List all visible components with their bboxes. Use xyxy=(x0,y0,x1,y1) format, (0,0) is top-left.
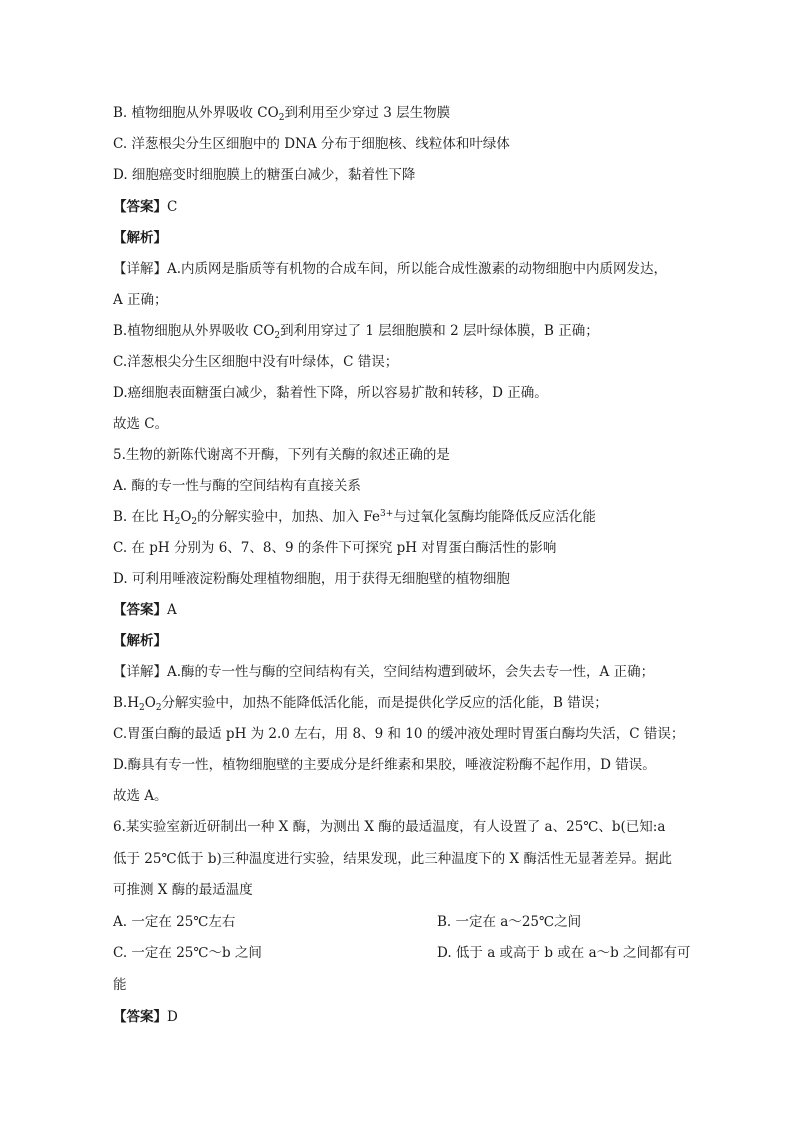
q5-detail-c: C.胃蛋白酶的最适 pH 为 2.0 左右，用 8、9 和 10 的缓冲液处理时胃蛋白酶均失活，C 错误； xyxy=(113,726,685,742)
q5-detail-a: 【详解】A.酶的专一性与酶的空间结构有关，空间结构遭到破坏，会失去专一性，A 正确； xyxy=(113,664,655,680)
q6-option-d-cont: 能 xyxy=(113,977,127,993)
q4-detail-d: D.癌细胞表面糖蛋白减少，黏着性下降，所以容易扩散和转移，D 正确。 xyxy=(113,385,548,401)
q5-stem: 5.生物的新陈代谢离不开酶，下列有关酶的叙述正确的是 xyxy=(113,447,450,463)
q6-option-a: A. 一定在 25℃左右 xyxy=(113,914,236,930)
q5-detail-b: $B.H_2O_2$分解实验中，加热不能降低活化能，而是提供化学反应的活化能，B 错误； xyxy=(113,695,608,713)
q6-stem-line3: 可推测 X 酶的最适温度 xyxy=(113,882,253,898)
q6-stem-line1: 6.某实验室新近研制出一种 X 酶，为测出 X 酶的最适温度，有人设置了 a、25℃、b(已知:a xyxy=(113,819,666,835)
q6-stem-line2: 低于 25℃低于 b)三种温度进行实验，结果发现，此三种温度下的 X 酶活性无显著差异。据此 xyxy=(113,851,672,867)
q5-detail-d: D.酶具有专一性，植物细胞壁的主要成分是纤维素和果胶，唾液淀粉酶不起作用，D 错误。 xyxy=(113,757,656,773)
q5-option-c: C. 在 pH 分别为 6、7、8、9 的条件下可探究 pH 对胃蛋白酶活性的影响 xyxy=(113,540,557,556)
q6-option-c: C. 一定在 25℃～b 之间 xyxy=(113,945,262,961)
q5-option-a: A. 酶的专一性与酶的空间结构有直接关系 xyxy=(113,478,361,494)
q4-detail-b: B.植物细胞从外界吸收 $CO_2$到利用穿过了 1 层细胞膜和 2 层叶绿体膜，B 正确； xyxy=(113,323,599,341)
q6-answer: 【答案】D xyxy=(113,1009,178,1025)
q4-conclusion: 故选 C。 xyxy=(113,416,169,432)
q5-conclusion: 故选 A。 xyxy=(113,788,168,804)
q5-analysis-label: 【解析】 xyxy=(113,633,167,649)
q4-detail-a: 【详解】A.内质网是脂质等有机物的合成车间，所以能合成性激素的动物细胞中内质网发达， xyxy=(113,261,668,277)
q5-option-d: D. 可利用唾液淀粉酶处理植物细胞，用于获得无细胞壁的植物细胞 xyxy=(113,571,510,587)
q4-answer: 【答案】C xyxy=(113,199,178,215)
q6-option-b: B. 一定在 a～25℃之间 xyxy=(437,914,582,930)
q4-option-d: D. 细胞癌变时细胞膜上的糖蛋白减少，黏着性下降 xyxy=(113,167,416,183)
q4-detail-a-cont: A 正确； xyxy=(113,292,168,308)
q5-answer: 【答案】A xyxy=(113,602,177,618)
q4-analysis-label: 【解析】 xyxy=(113,230,167,246)
q5-option-b: B. 在比 $H_2O_2$的分解实验中，加热、加入 $Fe^{3+}$与过氧化氢酶均能降低反应活化能 xyxy=(113,509,596,527)
q4-detail-c: C.洋葱根尖分生区细胞中没有叶绿体，C 错误； xyxy=(113,354,399,370)
q6-option-d: D. 低于 a 或高于 b 或在 a～b 之间都有可 xyxy=(437,945,691,961)
q4-option-c: C. 洋葱根尖分生区细胞中的 DNA 分布于细胞核、线粒体和叶绿体 xyxy=(113,136,510,152)
q4-option-b: B. 植物细胞从外界吸收 $CO_2$到利用至少穿过 3 层生物膜 xyxy=(113,105,451,123)
